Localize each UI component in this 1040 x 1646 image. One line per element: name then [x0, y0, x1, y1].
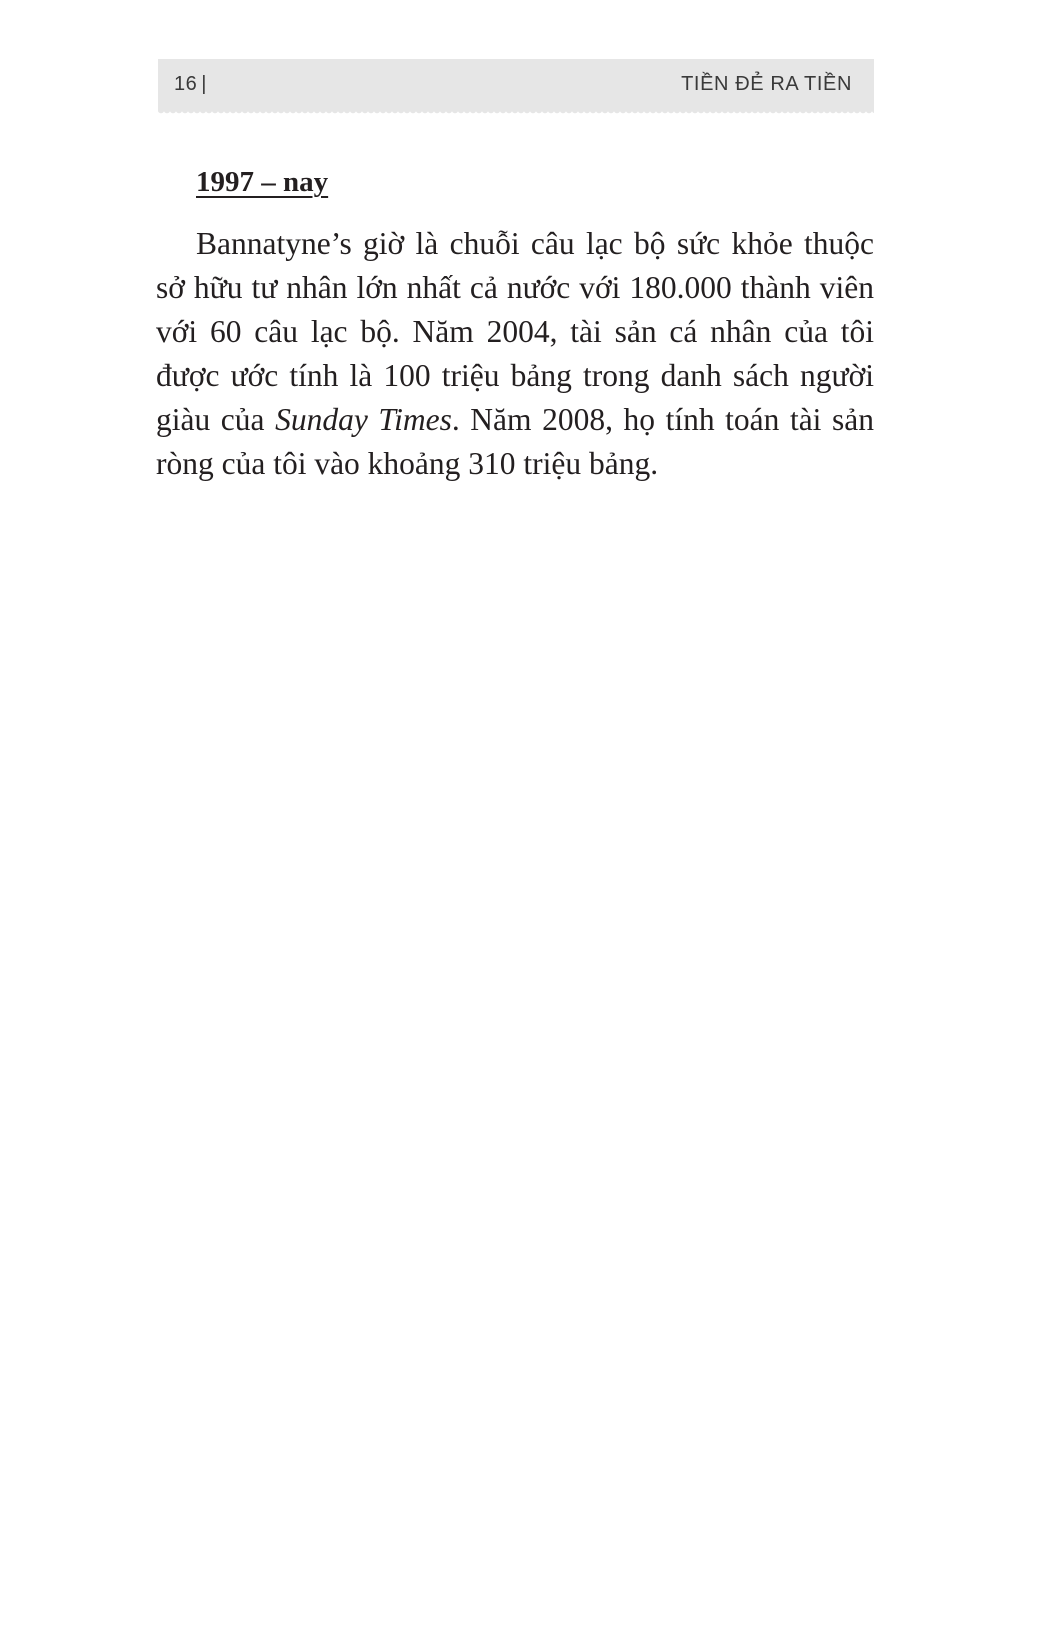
paragraph-text-before: Bannatyne’s giờ là chuỗi câu lạc bộ sức khỏe thuộc sở hữu tư nhân lớn nhất cả nước với 180.000 thành viên với 60 câu lạc bộ. Năm 2004, tài sản cá nhân của tôi được ước tính là 100 triệu bảng trong danh sách người giàu của — [156, 226, 874, 437]
book-title: TIỀN ĐẺ RA TIỀN — [681, 73, 852, 95]
page-number: 16 — [174, 73, 198, 95]
italic-publication-title: Sunday Times — [275, 402, 452, 437]
header-left — [174, 73, 207, 96]
paragraph-text-after: . Năm 2008, họ tính toán tài sản ròng của tôi vào khoảng 310 triệu bảng. — [156, 402, 874, 481]
running-header — [158, 59, 874, 110]
section-heading: 1997 – nay — [196, 166, 329, 198]
body-paragraph — [156, 222, 874, 486]
header-separator: | — [201, 73, 207, 95]
